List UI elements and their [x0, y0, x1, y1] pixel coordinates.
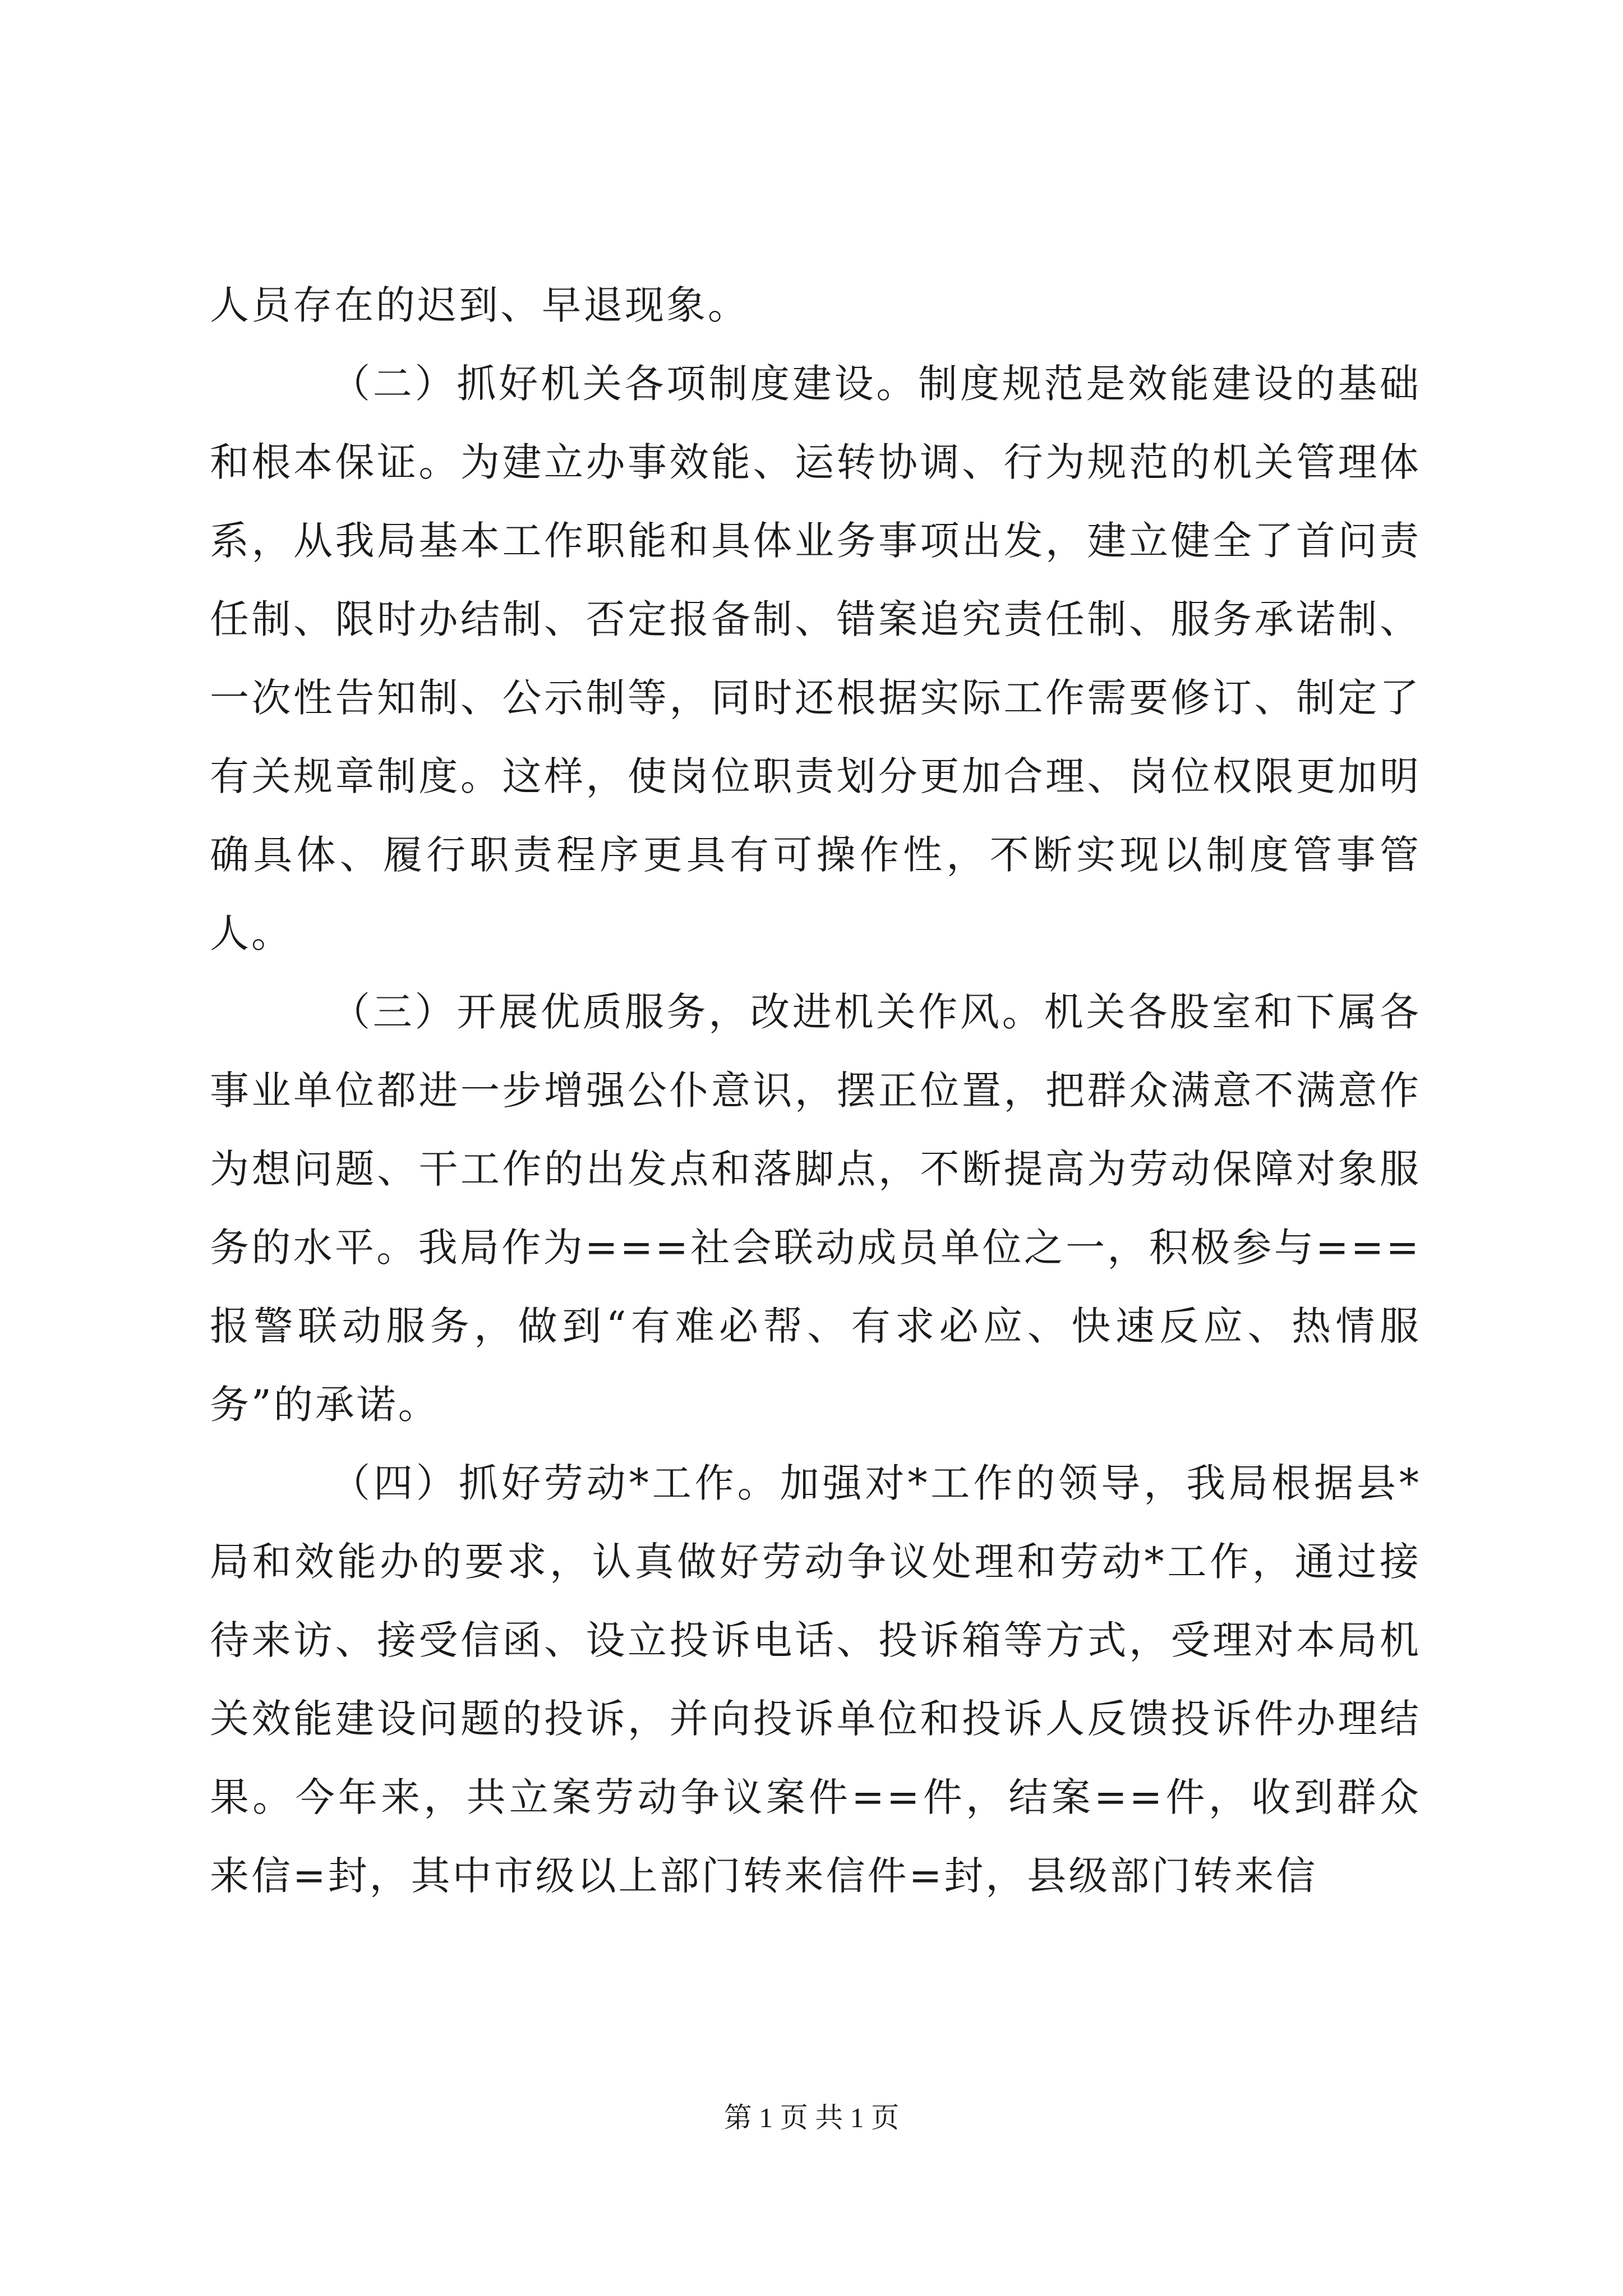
page-footer: 第 1 页 共 1 页: [723, 2102, 900, 2133]
paragraph-continuation: 人员存在的迟到、早退现象。: [210, 282, 749, 328]
document-body: [210, 266, 1421, 1915]
paragraph-quality-service: （三）开展优质服务，改进机关作风。机关各股室和下属各事业单位都进一步增强公仆意识，摆正位置，把群众满意不满意作为想问题、干工作的出发点和落脚点，不断提高为劳动保障对象服务的水平。我局作为===社会联动成员单位之一，积极参与===报警联动服务，做到“有难必帮、有求必应、快速反应、热情服务”的承诺。: [210, 989, 1421, 1428]
paragraph-labor-work: （四）抓好劳动*工作。加强对*工作的领导，我局根据县*局和效能办的要求，认真做好劳动争议处理和劳动*工作，通过接待来访、接受信函、设立投诉电话、投诉箱等方式，受理对本局机关效能建设问题的投诉，并向投诉单位和投诉人反馈投诉件办理结果。今年来，共立案劳动争议案件==件，结案==件，收到群众来信=封，其中市级以上部门转来信件=封，县级部门转来信: [210, 1460, 1421, 1899]
paragraph-system-building: （二）抓好机关各项制度建设。制度规范是效能建设的基础和根本保证。为建立办事效能、运转协调、行为规范的机关管理体系，从我局基本工作职能和具体业务事项出发，建立健全了首问责任制、限时办结制、否定报备制、错案追究责任制、服务承诺制、一次性告知制、公示制等，同时还根据实际工作需要修订、制定了有关规章制度。这样，使岗位职责划分更加合理、岗位权限更加明确具体、履行职责程序更具有可操作性，不断实现以制度管事管人。: [210, 361, 1421, 956]
